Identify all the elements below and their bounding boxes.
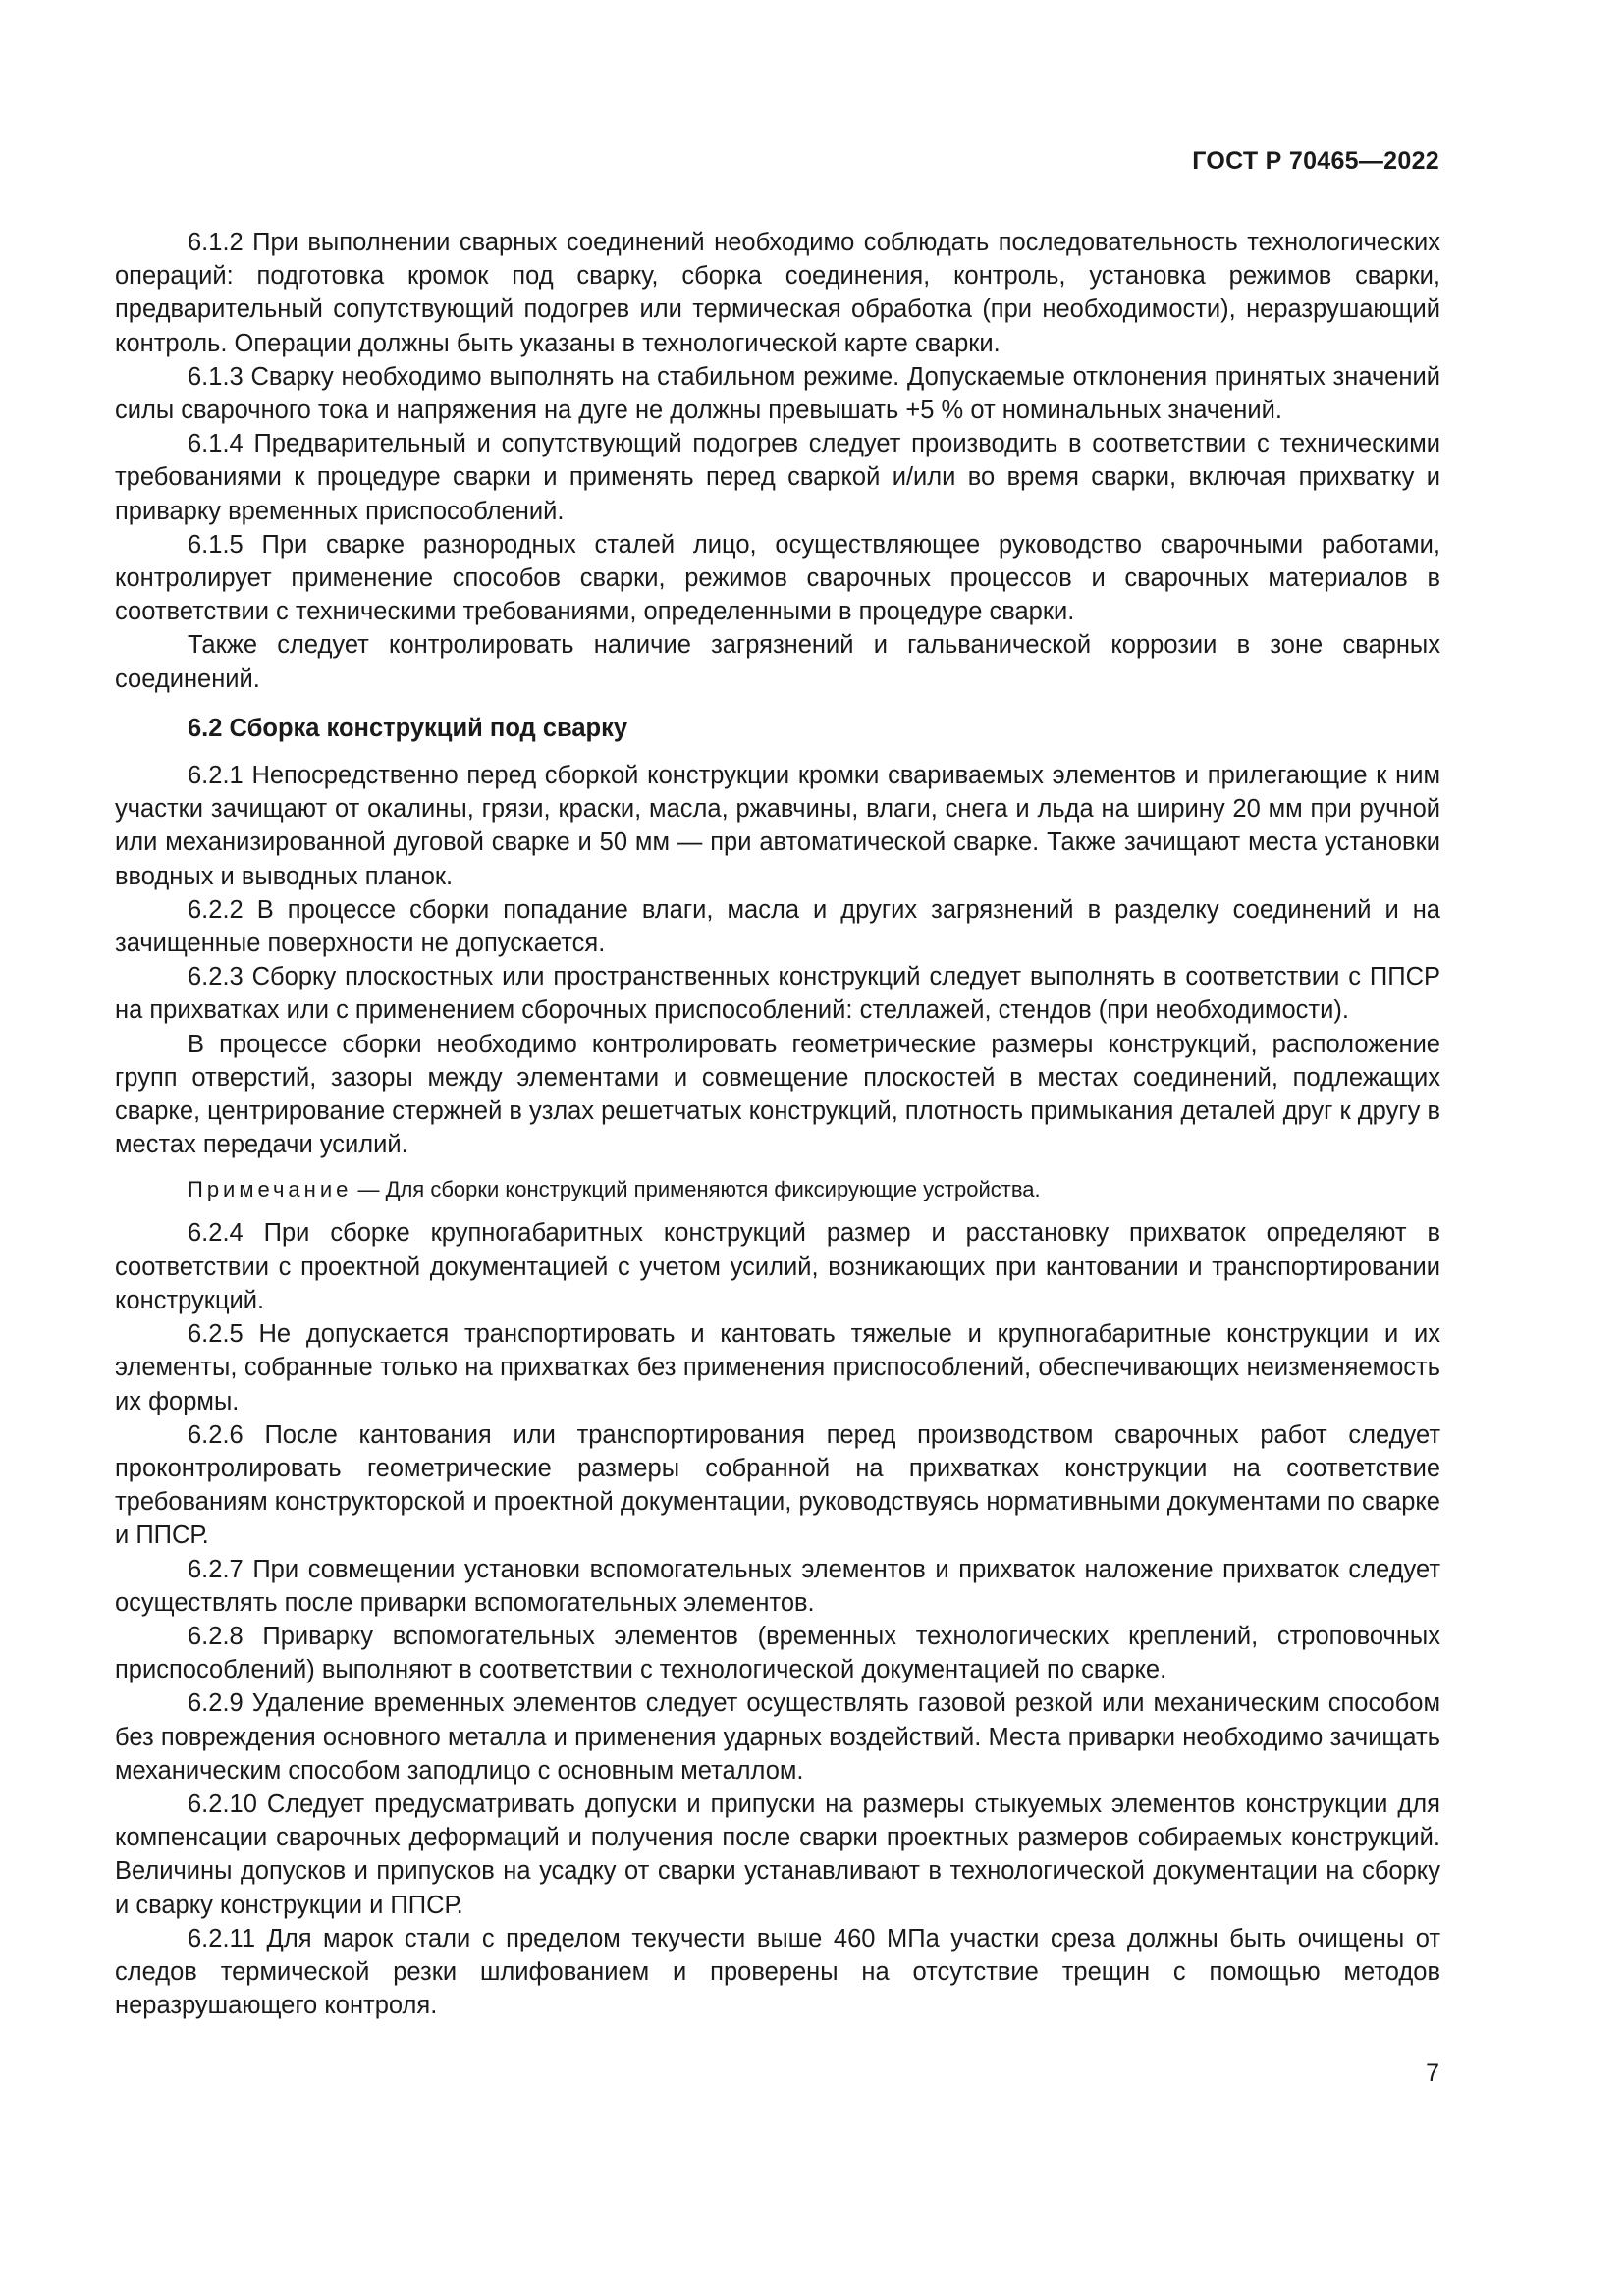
note-label: Примечание — [188, 1177, 352, 1202]
paragraph-6-2-2: 6.2.2 В процессе сборки попадание влаги, масла и других загрязнений в разделку соединений и на зачищенные поверхности не допускается. — [115, 895, 1440, 958]
paragraph-6-1-2: 6.1.2 При выполнении сварных соединений необходимо соблюдать последовательность технологических операций: подготовка кромок под сварку, сборка соединения, контроль, установка режимов сварки, предварительный сопутствующий подогрев или термическая обработка (при необходимости), неразрушающий контроль. Операции должны быть указаны в технологической карте сварки. — [115, 229, 1440, 357]
paragraph-6-2-10: 6.2.10 Следует предусматривать допуски и припуски на размеры стыкуемых элементов конструкции для компенсации сварочных деформаций и получения после сварки проектных размеров собираемых конструкций. Величины допусков и припусков на усадку от сварки устанавливают в технологической документации на сборку и сварку конструкции и ППСР. — [115, 1789, 1440, 1919]
paragraph-6-2-5: 6.2.5 Не допускается транспортировать и кантовать тяжелые и крупногабаритные конструкции и их элементы, собранные только на прихватках без применения приспособлений, обеспечивающих неизменяемость их формы. — [115, 1320, 1440, 1415]
note — [115, 1175, 1440, 1204]
paragraph-6-2-11: 6.2.11 Для марок стали с пределом текучести выше 460 МПа участки среза должны быть очищены от следов термической резки шлифованием и проверены на отсутствие трещин с помощью методов неразрушающего контроля. — [115, 1924, 1440, 2020]
page-body — [115, 226, 1440, 2022]
paragraph-6-2-9: 6.2.9 Удаление временных элементов следует осуществлять газовой резкой или механическим способом без повреждения основного металла и применения ударных воздействий. Места приварки необходимо зачищать механическим способом заподлицо с основным металлом. — [115, 1689, 1440, 1785]
paragraph-6-2-4: 6.2.4 При сборке крупногабаритных конструкций размер и расстановку прихваток определяют в соответствии с проектной документацией с учетом усилий, возникающих при кантовании и транспортировании конструкций. — [115, 1219, 1440, 1314]
paragraph-6-1-4: 6.1.4 Предварительный и сопутствующий подогрев следует производить в соответствии с техническими требованиями к процедуре сварки и применять перед сваркой и/или во время сварки, включая прихватку и приварку временных приспособлений. — [115, 430, 1440, 525]
paragraph-6-1-5: 6.1.5 При сварке разнородных сталей лицо, осуществляющее руководство сварочными работами, контролирует применение способов сварки, режимов сварочных процессов и сварочных материалов в соответствии с техническими требованиями, определенными в процедуре сварки. — [115, 530, 1440, 626]
note-text: — Для сборки конструкций применяются фиксирующие устройства. — [352, 1177, 1041, 1202]
paragraph-6-2-1: 6.2.1 Непосредственно перед сборкой конструкции кромки свариваемых элементов и прилегающие к ним участки зачищают от окалины, грязи, краски, масла, ржавчины, влаги, снега и льда на ширину 20 мм при ручной или механизированной дуговой сварке и 50 мм — при автоматической сварке. Также зачищают места установки вводных и выводных планок. — [115, 762, 1440, 890]
paragraph-6-2-7: 6.2.7 При совмещении установки вспомогательных элементов и прихваток наложение прихваток следует осуществлять после приварки вспомогательных элементов. — [115, 1555, 1440, 1617]
paragraph-6-2-6: 6.2.6 После кантования или транспортирования перед производством сварочных работ следует проконтролировать геометрические размеры собранной на прихватках конструкции на соответствие требованиям конструкторской и проектной документации, руководствуясь нормативными документами по сварке и ППСР. — [115, 1420, 1440, 1550]
document-id-header: ГОСТ Р 70465—2022 — [1192, 147, 1439, 175]
page-number: 7 — [1426, 2059, 1439, 2087]
paragraph-6-1-3: 6.1.3 Сварку необходимо выполнять на стабильном режиме. Допускаемые отклонения принятых значений силы сварочного тока и напряжения на дуге не должны превышать +5 % от номинальных значений. — [115, 362, 1440, 425]
section-heading-6-2: 6.2 Сборка конструкций под сварку — [188, 714, 628, 742]
paragraph-6-2-3-continued: В процессе сборки необходимо контролировать геометрические размеры конструкций, расположение групп отверстий, зазоры между элементами и совмещение плоскостей в местах соединений, подлежащих сварке, центрирование стержней в узлах решетчатых конструкций, плотность примыкания деталей друг к другу в местах передачи усилий. — [115, 1030, 1440, 1159]
paragraph-6-2-3: 6.2.3 Сборку плоскостных или пространственных конструкций следует выполнять в соответствии с ППСР на прихватках или с применением сборочных приспособлений: стеллажей, стендов (при необходимости). — [115, 963, 1440, 1025]
paragraph-6-1-5-continued: Также следует контролировать наличие загрязнений и гальванической коррозии в зоне сварных соединений. — [115, 631, 1440, 693]
paragraph-6-2-8: 6.2.8 Приварку вспомогательных элементов (временных технологических креплений, строповочных приспособлений) выполняют в соответствии с технологической документацией по сварке. — [115, 1622, 1440, 1684]
